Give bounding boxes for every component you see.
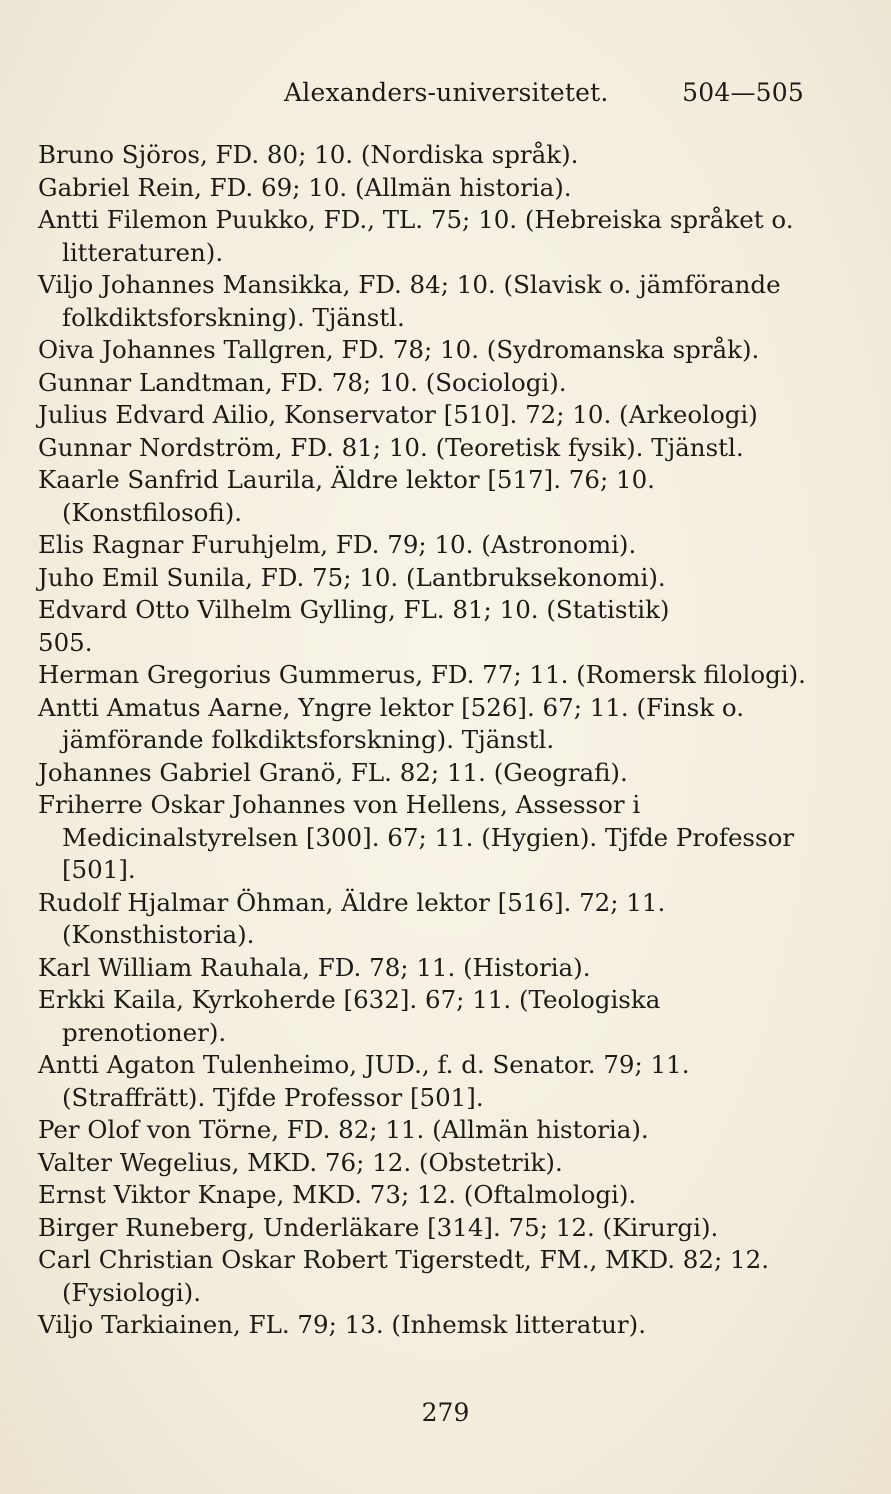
section-number: 505. [38, 627, 93, 657]
list-entry: Johannes Gabriel Granö, FL. 82; 11. (Geografi). [38, 757, 628, 787]
list-entry: Viljo Tarkiainen, FL. 79; 13. (Inhemsk litteratur). [38, 1310, 646, 1339]
list-entry: Antti Agaton Tulenheimo, JUD., f. d. Senator. 79; 11. (Straffrätt). Tjfde Professor [501]. [38, 1050, 690, 1112]
list-entry: Juho Emil Sunila, FD. 75; 10. (Lantbruksekonomi). [38, 562, 666, 592]
list-entry: Ernst Viktor Knape, MKD. 73; 12. (Oftalmologi). [38, 1180, 637, 1209]
list-entry: Kaarle Sanfrid Laurila, Äldre lektor [517]. 76; 10. (Konstfilosofi). [38, 465, 655, 527]
list-entry: Antti Amatus Aarne, Yngre lektor [526]. 67; 11. (Finsk o. jämförande folkdiktsforskning). Tjänstl. [38, 692, 744, 754]
page-number: 279 [421, 1398, 470, 1427]
list-entry: Viljo Johannes Mansikka, FD. 84; 10. (Slavisk o. jämförande folkdiktsforskning). Tjänstl. [38, 270, 781, 332]
list-entry: Erkki Kaila, Kyrkoherde [632]. 67; 11. (Teologiska prenotioner). [38, 985, 661, 1047]
list-entry: Oiva Johannes Tallgren, FD. 78; 10. (Sydromanska språk). [38, 335, 760, 364]
list-entry: Bruno Sjöros, FD. 80; 10. (Nordiska språk). [38, 140, 579, 169]
list-entry: Carl Christian Oskar Robert Tigerstedt, FM., MKD. 82; 12. (Fysiologi). [38, 1245, 769, 1307]
list-entry: Rudolf Hjalmar Öhman, Äldre lektor [516]. 72; 11. (Konsthistoria). [38, 887, 666, 949]
list-entry: Valter Wegelius, MKD. 76; 12. (Obstetrik). [38, 1147, 563, 1177]
list-entry: Elis Ragnar Furuhjelm, FD. 79; 10. (Astronomi). [38, 530, 637, 559]
list-entry: Gunnar Nordström, FD. 81; 10. (Teoretisk fysik). Tjänstl. [38, 432, 744, 462]
list-entry: Edvard Otto Vilhelm Gylling, FL. 81; 10. (Statistik) [38, 595, 670, 624]
list-entry: Julius Edvard Ailio, Konservator [510]. 72; 10. (Arkeologi) [38, 400, 758, 429]
running-title: Alexanders-universitetet. [284, 78, 609, 107]
list-entry: Gabriel Rein, FD. 69; 10. (Allmän historia). [38, 172, 572, 202]
list-entry: Gunnar Landtman, FD. 78; 10. (Sociologi). [38, 367, 567, 397]
list-entry: Karl William Rauhala, FD. 78; 11. (Historia). [38, 952, 591, 982]
faculty-list [38, 139, 818, 1342]
list-entry: Friherre Oskar Johannes von Hellens, Assessor i Medicinalstyrelsen [300]. 67; 11. (Hygien). Tjfde Professor [501]. [38, 790, 795, 884]
list-entry: Antti Filemon Puukko, FD., TL. 75; 10. (Hebreiska språket o. litteraturen). [38, 205, 794, 267]
list-entry: Birger Runeberg, Underläkare [314]. 75; 12. (Kirurgi). [38, 1212, 719, 1242]
running-header [284, 78, 804, 114]
list-entry: Herman Gregorius Gummerus, FD. 77; 11. (Romersk filologi). [38, 660, 806, 689]
list-entry: Per Olof von Törne, FD. 82; 11. (Allmän historia). [38, 1115, 649, 1144]
page-range: 504—505 [682, 78, 804, 107]
